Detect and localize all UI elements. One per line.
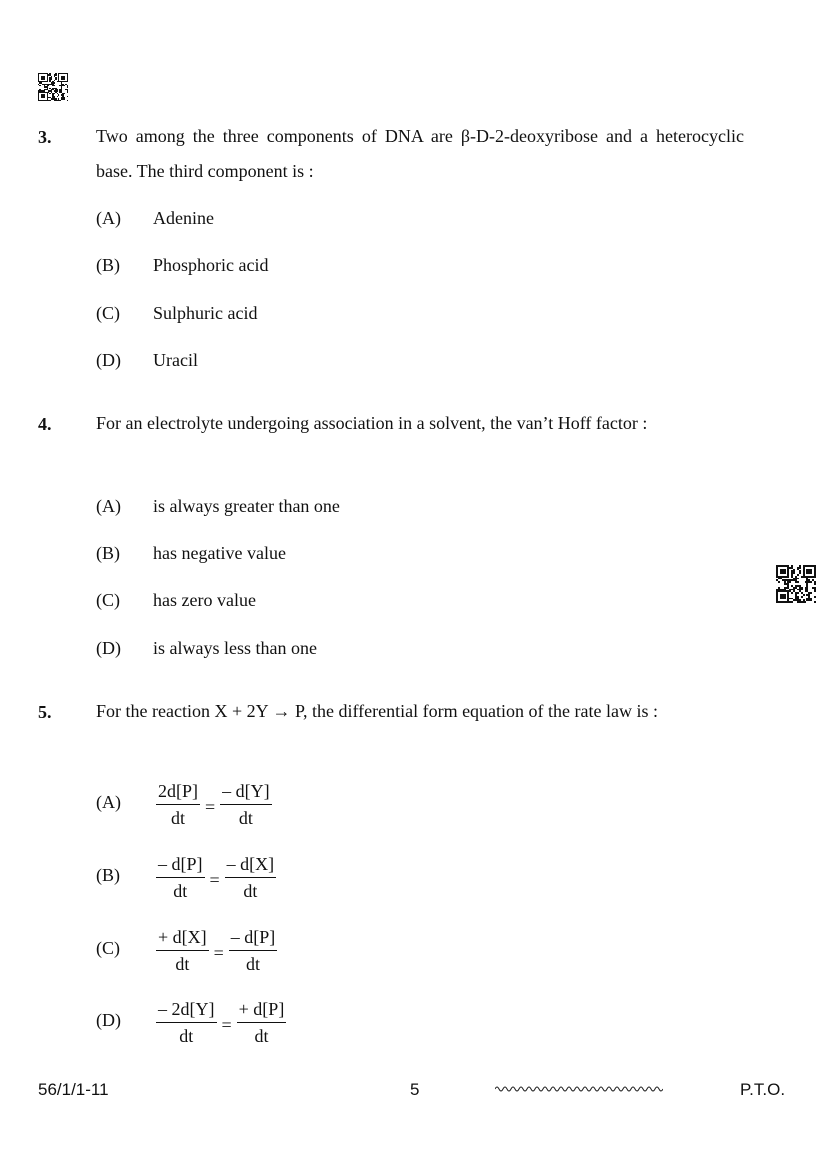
rate-law-equation xyxy=(154,926,279,974)
option-label: (B) xyxy=(96,255,120,275)
rhs-fraction xyxy=(223,853,279,902)
option-label: (B) xyxy=(96,543,120,563)
option xyxy=(96,638,317,659)
option xyxy=(96,208,214,229)
option-text: has negative value xyxy=(153,543,286,563)
option-text: is always greater than one xyxy=(153,496,340,516)
option xyxy=(96,590,256,611)
lhs-numerator: – 2d[Y] xyxy=(156,998,217,1023)
rhs-denominator: dt xyxy=(238,807,253,828)
equals-sign: = xyxy=(213,942,224,963)
question-number: 5. xyxy=(38,702,52,722)
rate-law-equation xyxy=(154,853,278,901)
option-label: (C) xyxy=(96,590,120,610)
lhs-denominator: dt xyxy=(173,880,188,901)
lhs-fraction xyxy=(154,853,207,902)
rhs-fraction xyxy=(235,998,289,1047)
equals-sign: = xyxy=(209,869,220,890)
option-label: (A) xyxy=(96,496,121,516)
lhs-fraction xyxy=(154,926,211,975)
option-label: (D) xyxy=(96,1010,121,1030)
question-number: 3. xyxy=(38,127,52,147)
qr-code-icon xyxy=(38,73,68,101)
pto-text: P.T.O. xyxy=(740,1080,786,1099)
option-label: (A) xyxy=(96,792,121,812)
paper-code: 56/1/1-11 xyxy=(38,1080,109,1099)
rhs-denominator: dt xyxy=(246,953,261,974)
option-label: (C) xyxy=(96,303,120,323)
rate-law-equation xyxy=(154,780,274,828)
option xyxy=(96,350,198,371)
option-label: (D) xyxy=(96,350,121,370)
rate-law-equation xyxy=(154,998,288,1046)
option-text: Adenine xyxy=(153,208,214,228)
lhs-numerator: + d[X] xyxy=(156,926,209,951)
option-label: (B) xyxy=(96,865,120,885)
question-text: For an electrolyte undergoing association in a solvent, the van’t Hoff factor : xyxy=(96,413,648,433)
option-label: (D) xyxy=(96,638,121,658)
rhs-numerator: – d[Y] xyxy=(220,780,272,805)
option-label: (C) xyxy=(96,938,120,958)
equals-sign: = xyxy=(221,1014,232,1035)
option xyxy=(96,303,257,324)
lhs-denominator: dt xyxy=(175,953,190,974)
rhs-numerator: + d[P] xyxy=(237,998,287,1023)
rhs-numerator: – d[P] xyxy=(229,926,278,951)
rhs-fraction xyxy=(218,780,274,829)
option-text: Sulphuric acid xyxy=(153,303,258,323)
option xyxy=(96,543,286,564)
page-number: 5 xyxy=(410,1080,420,1099)
lhs-fraction xyxy=(154,998,219,1047)
lhs-denominator: dt xyxy=(170,807,185,828)
lhs-denominator: dt xyxy=(179,1025,194,1046)
question-text: For the reaction X + 2Y → P, the differential form equation of the rate law is : xyxy=(96,701,658,721)
option xyxy=(96,496,340,517)
question-number: 4. xyxy=(38,414,52,434)
qr-code-icon xyxy=(776,565,816,603)
option-text: Uracil xyxy=(153,350,198,370)
rhs-denominator: dt xyxy=(254,1025,269,1046)
option xyxy=(96,255,268,276)
option-text: is always less than one xyxy=(153,638,317,658)
wavy-line-icon xyxy=(495,1083,663,1095)
rhs-denominator: dt xyxy=(243,880,258,901)
lhs-numerator: – d[P] xyxy=(156,853,205,878)
lhs-fraction xyxy=(154,780,202,829)
rhs-fraction xyxy=(227,926,280,975)
lhs-numerator: 2d[P] xyxy=(156,780,200,805)
equals-sign: = xyxy=(205,796,216,817)
option-label: (A) xyxy=(96,208,121,228)
option-text: has zero value xyxy=(153,590,256,610)
rhs-numerator: – d[X] xyxy=(225,853,277,878)
question-text: Two among the three components of DNA are β-D-2-deoxyribose and a heterocyclic base. The third component is : xyxy=(96,126,744,181)
option-text: Phosphoric acid xyxy=(153,255,269,275)
